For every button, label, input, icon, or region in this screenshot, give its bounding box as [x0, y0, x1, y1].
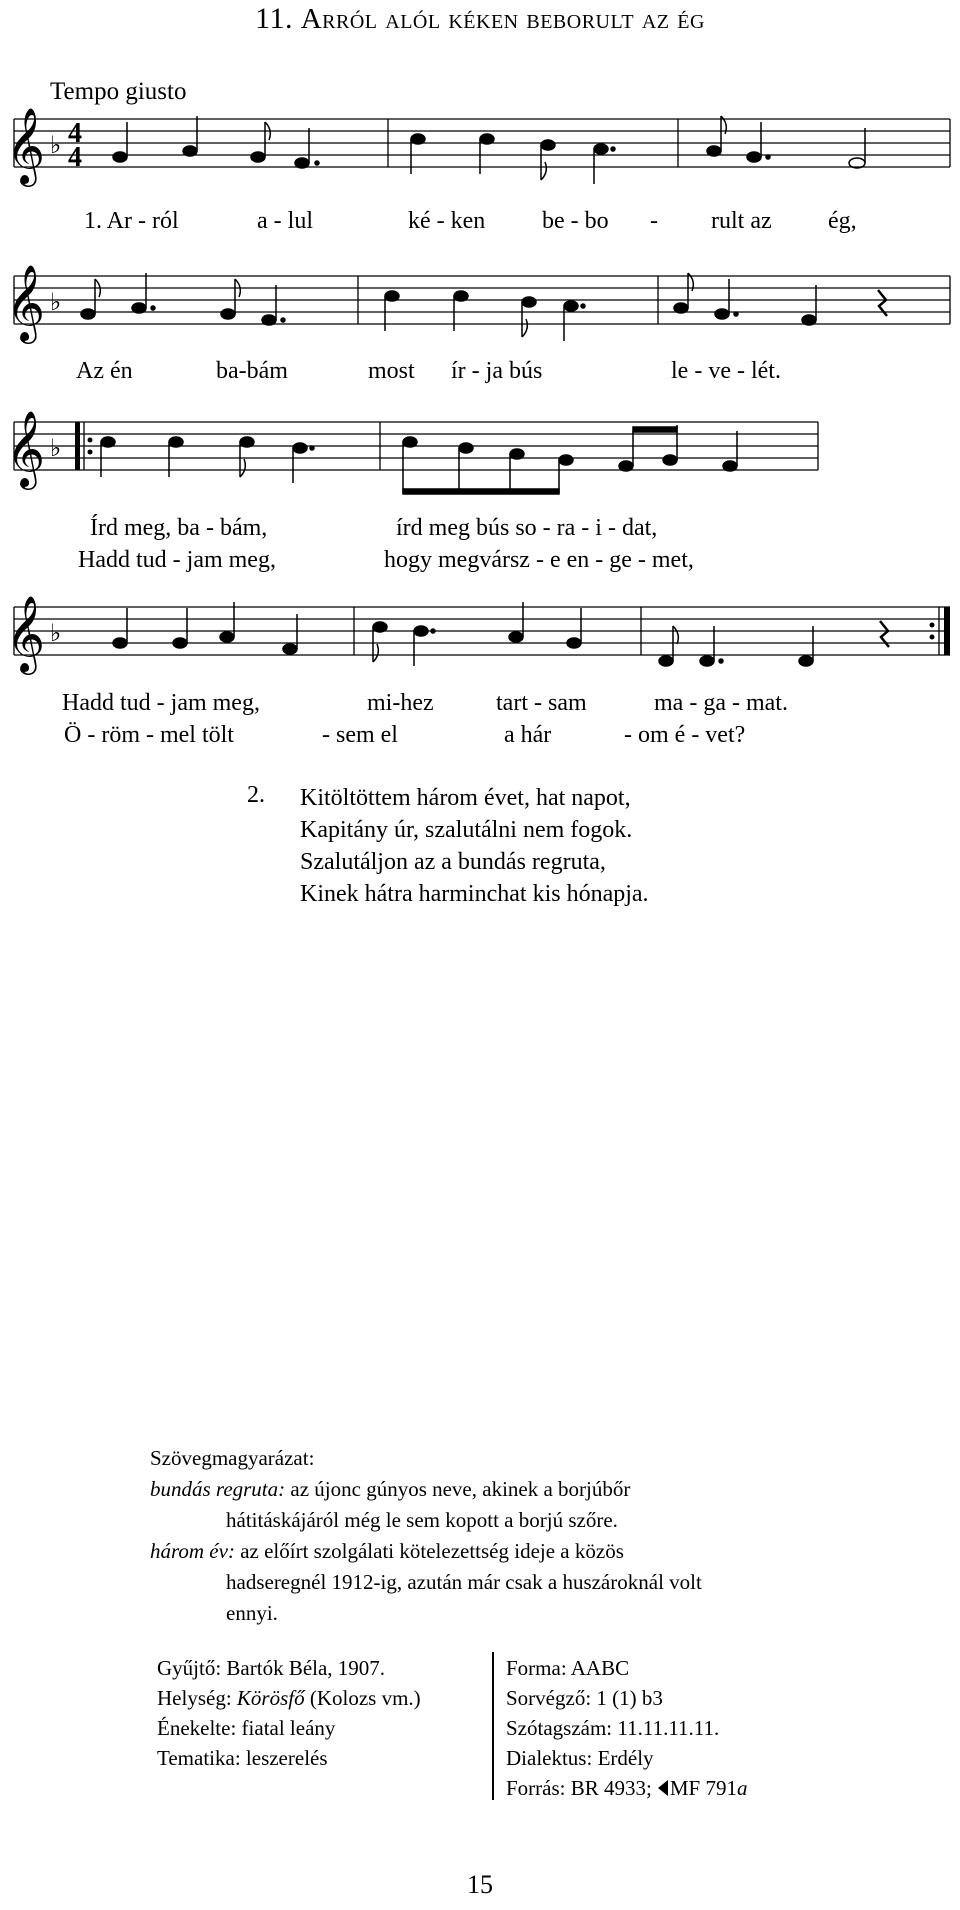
- lyric-1-b: a - lul: [257, 208, 313, 234]
- svg-text:𝄞: 𝄞: [6, 410, 46, 487]
- note-term: három év:: [150, 1539, 235, 1563]
- time-signature: [68, 118, 82, 173]
- place-county: (Kolozs vm.): [309, 1686, 421, 1710]
- verse-2-line: Kitöltöttem három évet, hat napot,: [300, 785, 631, 811]
- source-mf: MF 791: [669, 1776, 737, 1800]
- verse-2-line: Szalutáljon az a bundás regruta,: [300, 849, 606, 875]
- source-prefix: Forrás: BR 4933;: [506, 1776, 652, 1800]
- place: [157, 1683, 421, 1713]
- source-suffix: a: [736, 1776, 748, 1800]
- verse-2-line: Kapitány úr, szalutálni nem fogok.: [300, 817, 633, 843]
- lyric-1-e: -: [650, 208, 658, 234]
- collector: Gyűjtő: Bartók Béla, 1907.: [157, 1656, 386, 1680]
- place-name: Körösfő: [236, 1686, 305, 1710]
- lyric-4-f: - sem el: [322, 722, 398, 748]
- notes-line-3: [101, 425, 737, 494]
- lyric-1-a: 1. Ar - ról: [84, 208, 179, 234]
- syllable-count: Szótagszám: 11.11.11.11.: [506, 1716, 720, 1740]
- note-term: bundás regruta:: [150, 1477, 286, 1501]
- svg-text:4: 4: [68, 142, 82, 173]
- lyric-4-c: tart - sam: [496, 690, 587, 716]
- verse-2-text: [300, 782, 649, 910]
- note-entry: [150, 1536, 830, 1567]
- lyric-3-c: Hadd tud - jam meg,: [78, 547, 276, 573]
- lyric-2-d: ír - ja bús: [451, 358, 543, 384]
- source: [506, 1773, 747, 1803]
- cadence: Sorvégző: 1 (1) b3: [506, 1686, 663, 1710]
- lyric-3-b: írd meg bús so - ra - i - dat,: [396, 515, 658, 541]
- metadata-divider: [492, 1652, 494, 1800]
- lyric-1-c: ké - ken: [408, 208, 486, 234]
- svg-text:4: 4: [68, 118, 82, 149]
- metadata-left: [157, 1653, 421, 1773]
- singer: Énekelte: fiatal leány: [157, 1716, 336, 1740]
- lyric-2-c: most: [368, 358, 415, 384]
- staff-lines: [14, 119, 950, 655]
- tempo-marking: Tempo giusto: [50, 78, 187, 105]
- lyric-3-d: hogy megvársz - e en - ge - met,: [384, 547, 694, 573]
- page-number: 15: [467, 1870, 493, 1899]
- notes-heading: Szövegmagyarázat:: [150, 1446, 315, 1470]
- note-continuation: ennyi.: [226, 1601, 278, 1625]
- lyric-1-f: rult az: [711, 208, 772, 234]
- svg-text:𝄞: 𝄞: [6, 264, 46, 341]
- note-continuation: hátitáskájáról még le sem kopott a borjú szőre.: [226, 1508, 618, 1532]
- song-title-text: Arról alól kéken beborult az ég: [300, 3, 705, 35]
- lyric-4-d: ma - ga - mat.: [654, 690, 788, 716]
- note-text: az újonc gúnyos neve, akinek a borjúbőr: [290, 1477, 631, 1501]
- dialect: Dialektus: Erdély: [506, 1746, 654, 1770]
- svg-text:𝄞: 𝄞: [6, 595, 46, 672]
- note-entry: [150, 1474, 830, 1505]
- theme: Tematika: leszerelés: [157, 1746, 328, 1770]
- svg-text:♭: ♭: [50, 288, 62, 316]
- notes-line-2: [81, 273, 887, 341]
- song-number: 11.: [255, 2, 293, 35]
- note-continuation: hadseregnél 1912-ig, azután már csak a huszároknál volt: [226, 1570, 702, 1594]
- treble-clef-icons: [6, 107, 45, 675]
- lyric-2-e: le - ve - lét.: [671, 358, 781, 384]
- svg-text:♭: ♭: [50, 434, 62, 462]
- verse-2-line: Kinek hátra harminchat kis hónapja.: [300, 881, 649, 907]
- lyric-4-b: mi-hez: [367, 690, 434, 716]
- lyric-4-h: - om é - vet?: [624, 722, 746, 748]
- text-explanation: [150, 1443, 830, 1629]
- bar-lines: [14, 119, 950, 655]
- lyric-3-a: Írd meg, ba - bám,: [90, 515, 268, 541]
- form: Forma: AABC: [506, 1656, 630, 1680]
- notes-line-4: [113, 602, 889, 666]
- lyric-2-b: ba-bám: [216, 358, 288, 384]
- svg-text:𝄞: 𝄞: [6, 107, 46, 184]
- place-label: Helység:: [157, 1686, 232, 1710]
- svg-text:♭: ♭: [50, 619, 62, 647]
- lyric-4-a: Hadd tud - jam meg,: [62, 690, 260, 716]
- verse-2-number: 2.: [247, 782, 265, 808]
- note-text: az előírt szolgálati kötelezettség ideje a közös: [240, 1539, 624, 1563]
- speaker-icon[interactable]: [658, 1780, 668, 1796]
- lyric-4-e: Ö - röm - mel tölt: [64, 722, 234, 748]
- lyric-4-g: a hár: [504, 722, 552, 748]
- metadata-right: [506, 1653, 747, 1803]
- lyric-2-a: Az én: [76, 358, 133, 384]
- svg-text:♭: ♭: [50, 131, 62, 159]
- notes-line-1: [113, 116, 865, 184]
- flat-key-signature: [50, 131, 61, 647]
- lyric-1-d: be - bo: [542, 208, 609, 234]
- lyric-1-g: ég,: [828, 208, 857, 234]
